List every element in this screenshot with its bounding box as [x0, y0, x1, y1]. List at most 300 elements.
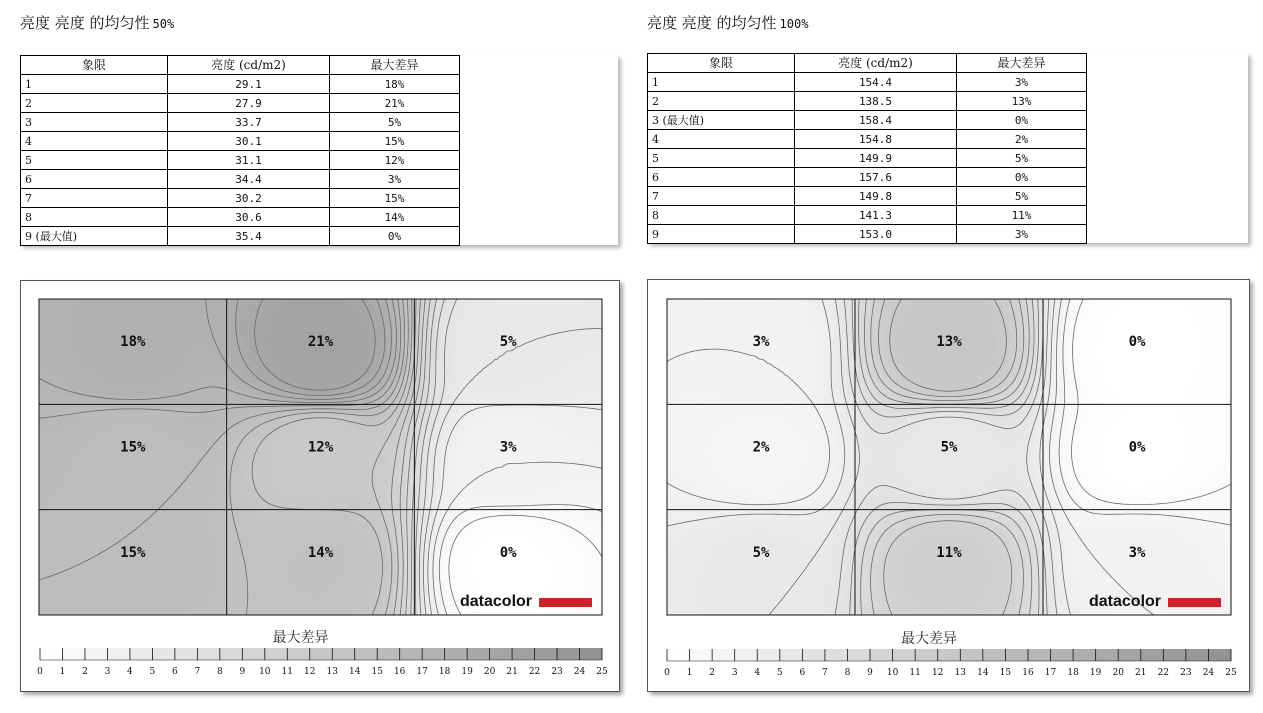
shade-cell [171, 437, 178, 444]
table-cell: 5 [648, 149, 795, 168]
shade-cell [387, 551, 394, 558]
shade-cell [555, 467, 562, 474]
shade-cell [303, 371, 310, 378]
shade-cell [573, 425, 580, 432]
shade-cell [201, 341, 208, 348]
shade-cell [201, 347, 208, 354]
shade-cell [507, 419, 514, 426]
shade-cell [255, 497, 262, 504]
shade-cell [207, 599, 214, 606]
shade-cell [483, 611, 490, 618]
shade-cell [477, 497, 484, 504]
shade-cell [321, 383, 328, 390]
shade-cell [159, 443, 166, 450]
shade-cell [573, 413, 580, 420]
shade-cell [285, 299, 292, 306]
shade-cell [195, 581, 202, 588]
shade-cell [159, 473, 166, 480]
shade-cell [483, 479, 490, 486]
shade-cell [297, 329, 304, 336]
shade-cell [105, 377, 112, 384]
shade-cell [459, 551, 466, 558]
shade-cell [549, 467, 556, 474]
shade-cell [465, 431, 472, 438]
shade-cell [465, 569, 472, 576]
shade-cell [549, 305, 556, 312]
shade-cell [489, 329, 496, 336]
shade-cell [525, 305, 532, 312]
shade-cell [447, 383, 454, 390]
shade-cell [111, 533, 118, 540]
shade-cell [453, 419, 460, 426]
shade-cell [585, 533, 592, 540]
shade-cell [159, 329, 166, 336]
shade-cell [219, 551, 226, 558]
shade-cell [225, 329, 232, 336]
shade-cell [189, 449, 196, 456]
shade-cell [87, 437, 94, 444]
table-column-header: 象限 [21, 56, 168, 75]
shade-cell [327, 593, 334, 600]
shade-cell [111, 575, 118, 582]
shade-cell [135, 497, 142, 504]
shade-cell [423, 563, 430, 570]
shade-cell [99, 365, 106, 372]
shade-cell [297, 347, 304, 354]
shade-cell [513, 461, 520, 468]
shade-cell [231, 575, 238, 582]
shade-cell [183, 443, 190, 450]
shade-cell [549, 455, 556, 462]
shade-cell [117, 365, 124, 372]
shade-cell [255, 545, 262, 552]
shade-cell [507, 305, 514, 312]
shade-cell [291, 563, 298, 570]
shade-cell [501, 371, 508, 378]
table-cell: 31.1 [168, 151, 330, 170]
shade-cell [495, 371, 502, 378]
shade-cell [327, 497, 334, 504]
shade-cell [273, 545, 280, 552]
shade-cell [327, 533, 334, 540]
shade-cell [501, 395, 508, 402]
shade-cell [135, 425, 142, 432]
shade-cell [117, 359, 124, 366]
shade-cell [237, 305, 244, 312]
shade-cell [351, 389, 358, 396]
shade-cell [195, 515, 202, 522]
shade-cell [381, 497, 388, 504]
shade-cell [93, 587, 100, 594]
shade-cell [267, 599, 274, 606]
shade-cell [423, 323, 430, 330]
shade-cell [207, 431, 214, 438]
shade-cell [459, 611, 466, 618]
shade-cell [483, 575, 490, 582]
shade-cell [201, 425, 208, 432]
shade-cell [117, 503, 124, 510]
shade-cell [129, 569, 136, 576]
shade-cell [231, 491, 238, 498]
shade-cell [207, 473, 214, 480]
shade-cell [453, 323, 460, 330]
shade-cell [345, 515, 352, 522]
shade-cell [297, 485, 304, 492]
shade-cell [495, 563, 502, 570]
shade-cell [111, 365, 118, 372]
shade-cell [207, 581, 214, 588]
shade-cell [513, 419, 520, 426]
shade-cell [51, 335, 58, 342]
shade-cell [51, 545, 58, 552]
shade-cell [57, 359, 64, 366]
shade-cell [363, 479, 370, 486]
shade-cell [111, 395, 118, 402]
shade-cell [351, 587, 358, 594]
shade-cell [81, 425, 88, 432]
shade-cell [489, 419, 496, 426]
shade-cell [231, 587, 238, 594]
shade-cell [267, 473, 274, 480]
shade-cell [453, 353, 460, 360]
shade-cell [195, 425, 202, 432]
shade-cell [363, 305, 370, 312]
shade-cell [333, 377, 340, 384]
shade-cell [435, 479, 442, 486]
shade-cell [195, 317, 202, 324]
shade-cell [333, 557, 340, 564]
shade-cell [483, 437, 490, 444]
shade-cell [363, 443, 370, 450]
shade-cell [231, 533, 238, 540]
shade-cell [489, 395, 496, 402]
shade-cell [189, 311, 196, 318]
shade-cell [105, 599, 112, 606]
shade-cell [141, 299, 148, 306]
shade-cell [249, 533, 256, 540]
shade-cell [75, 311, 82, 318]
shade-cell [555, 503, 562, 510]
shade-cell [327, 311, 334, 318]
shade-cell [81, 383, 88, 390]
title-50-pct: 50% [152, 17, 175, 31]
shade-cell [87, 539, 94, 546]
shade-cell [279, 299, 286, 306]
shade-cell [243, 341, 250, 348]
shade-cell [543, 563, 550, 570]
shade-cell [129, 485, 136, 492]
shade-cell [135, 419, 142, 426]
shade-cell [417, 311, 424, 318]
shade-cell [477, 461, 484, 468]
shade-cell [279, 539, 286, 546]
shade-cell [177, 581, 184, 588]
shade-cell [465, 341, 472, 348]
shade-cell [111, 341, 118, 348]
shade-cell [363, 317, 370, 324]
shade-cell [75, 329, 82, 336]
shade-cell [351, 497, 358, 504]
shade-cell [63, 431, 70, 438]
shade-cell [273, 335, 280, 342]
shade-cell [519, 371, 526, 378]
shade-cell [57, 353, 64, 360]
shade-cell [291, 611, 298, 618]
shade-cell [309, 563, 316, 570]
shade-cell [129, 605, 136, 612]
shade-cell [201, 431, 208, 438]
shade-cell [549, 317, 556, 324]
shade-cell [555, 311, 562, 318]
shade-cell [525, 455, 532, 462]
shade-cell [183, 383, 190, 390]
shade-cell [477, 377, 484, 384]
shade-cell [267, 593, 274, 600]
shade-cell [51, 503, 58, 510]
shade-cell [69, 545, 76, 552]
shade-cell [243, 431, 250, 438]
shade-cell [147, 407, 154, 414]
shade-cell [57, 365, 64, 372]
shade-cell [573, 305, 580, 312]
shade-cell [75, 545, 82, 552]
shade-cell [159, 587, 166, 594]
shade-cell [45, 473, 52, 480]
shade-cell [105, 329, 112, 336]
shade-cell [357, 407, 364, 414]
shade-cell [93, 503, 100, 510]
shade-cell [123, 581, 130, 588]
shade-cell [57, 593, 64, 600]
shade-cell [309, 305, 316, 312]
shade-cell [207, 485, 214, 492]
shade-cell [585, 497, 592, 504]
shade-cell [63, 533, 70, 540]
shade-cell [291, 491, 298, 498]
shade-cell [195, 569, 202, 576]
shade-cell [555, 419, 562, 426]
shade-cell [273, 605, 280, 612]
shade-cell [339, 431, 346, 438]
shade-cell [45, 563, 52, 570]
shade-cell [525, 539, 532, 546]
shade-cell [309, 467, 316, 474]
shade-cell [345, 611, 352, 618]
shade-cell [297, 443, 304, 450]
shade-cell [201, 599, 208, 606]
shade-cell [327, 599, 334, 606]
shade-cell [357, 545, 364, 552]
shade-cell [483, 557, 490, 564]
shade-cell [123, 527, 130, 534]
shade-cell [459, 575, 466, 582]
shade-cell [237, 485, 244, 492]
shade-cell [453, 431, 460, 438]
shade-cell [297, 545, 304, 552]
shade-cell [171, 299, 178, 306]
shade-cell [177, 425, 184, 432]
shade-cell [453, 569, 460, 576]
shade-cell [267, 527, 274, 534]
shade-cell [99, 353, 106, 360]
shade-cell [543, 347, 550, 354]
shade-cell [339, 437, 346, 444]
shade-cell [273, 551, 280, 558]
shade-cell [315, 455, 322, 462]
shade-cell [429, 521, 436, 528]
shade-cell [357, 347, 364, 354]
shade-cell [537, 305, 544, 312]
shade-cell [537, 503, 544, 510]
shade-cell [363, 323, 370, 330]
shade-cell [291, 467, 298, 474]
shade-cell [489, 353, 496, 360]
shade-cell [303, 521, 310, 528]
shade-cell [237, 431, 244, 438]
shade-cell [39, 563, 46, 570]
shade-cell [405, 551, 412, 558]
shade-cell [471, 311, 478, 318]
shade-cell [123, 611, 130, 618]
shade-cell [543, 299, 550, 306]
shade-cell [279, 485, 286, 492]
shade-cell [585, 383, 592, 390]
shade-cell [309, 455, 316, 462]
shade-cell [207, 305, 214, 312]
shade-cell [279, 593, 286, 600]
shade-cell [357, 605, 364, 612]
shade-cell [39, 497, 46, 504]
shade-cell [315, 431, 322, 438]
shade-cell [291, 425, 298, 432]
shade-cell [261, 305, 268, 312]
shade-cell [333, 311, 340, 318]
shade-cell [243, 305, 250, 312]
shade-cell [591, 389, 598, 396]
shade-cell [81, 599, 88, 606]
shade-cell [501, 407, 508, 414]
shade-cell [159, 341, 166, 348]
shade-cell [327, 305, 334, 312]
shade-cell [447, 395, 454, 402]
shade-cell [135, 353, 142, 360]
shade-cell [369, 545, 376, 552]
shade-cell [345, 533, 352, 540]
shade-cell [51, 431, 58, 438]
shade-cell [339, 317, 346, 324]
shade-cell [93, 359, 100, 366]
shade-cell [237, 515, 244, 522]
shade-cell [465, 497, 472, 504]
shade-cell [567, 545, 574, 552]
shade-cell [165, 431, 172, 438]
shade-cell [255, 431, 262, 438]
shade-cell [345, 407, 352, 414]
shade-cell [561, 551, 568, 558]
shade-cell [201, 485, 208, 492]
shade-cell [147, 491, 154, 498]
shade-cell [441, 557, 448, 564]
shade-cell [159, 389, 166, 396]
shade-cell [111, 353, 118, 360]
shade-cell [447, 473, 454, 480]
shade-cell [285, 539, 292, 546]
shade-cell [375, 341, 382, 348]
shade-cell [243, 383, 250, 390]
shade-cell [573, 455, 580, 462]
shade-cell [303, 419, 310, 426]
shade-cell [51, 419, 58, 426]
shade-cell [513, 413, 520, 420]
shade-cell [555, 431, 562, 438]
shade-cell [279, 569, 286, 576]
table-cell: 21% [330, 94, 460, 113]
shade-cell [183, 461, 190, 468]
shade-cell [75, 467, 82, 474]
shade-cell [561, 383, 568, 390]
shade-cell [45, 431, 52, 438]
shade-cell [561, 539, 568, 546]
shade-cell [111, 527, 118, 534]
shade-cell [471, 581, 478, 588]
shade-cell [261, 587, 268, 594]
shade-cell [249, 569, 256, 576]
shade-cell [495, 425, 502, 432]
shade-cell [147, 449, 154, 456]
shade-cell [513, 611, 520, 618]
shade-cell [531, 425, 538, 432]
shade-cell [309, 431, 316, 438]
shade-cell [585, 377, 592, 384]
shade-cell [219, 497, 226, 504]
shade-cell [69, 497, 76, 504]
shade-cell [585, 485, 592, 492]
shade-cell [69, 425, 76, 432]
shade-cell [189, 419, 196, 426]
shade-cell [261, 341, 268, 348]
shade-cell [393, 545, 400, 552]
shade-cell [51, 539, 58, 546]
shade-cell [57, 557, 64, 564]
shade-cell [471, 443, 478, 450]
shade-cell [75, 419, 82, 426]
shade-cell [279, 305, 286, 312]
shade-cell [339, 521, 346, 528]
shade-cell [573, 587, 580, 594]
shade-cell [357, 425, 364, 432]
shade-cell [537, 359, 544, 366]
shade-cell [261, 425, 268, 432]
shade-cell [267, 557, 274, 564]
shade-cell [321, 371, 328, 378]
shade-cell [69, 305, 76, 312]
shade-cell [81, 335, 88, 342]
shade-cell [183, 533, 190, 540]
shade-cell [351, 407, 358, 414]
shade-cell [237, 425, 244, 432]
shade-cell [195, 305, 202, 312]
shade-cell [483, 353, 490, 360]
shade-cell [339, 323, 346, 330]
shade-cell [93, 611, 100, 618]
shade-cell [207, 467, 214, 474]
shade-cell [183, 335, 190, 342]
shade-cell [81, 311, 88, 318]
shade-cell [291, 431, 298, 438]
shade-cell [63, 599, 70, 606]
shade-cell [441, 389, 448, 396]
shade-cell [243, 455, 250, 462]
